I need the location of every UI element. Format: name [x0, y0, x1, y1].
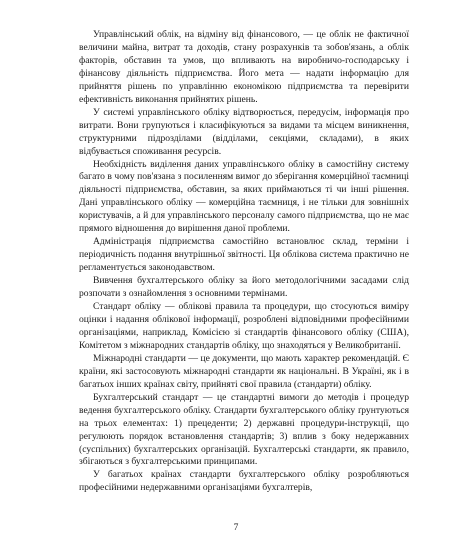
paragraph-accounting-standard: Стандарт обліку — облікові правила та процедури, що стосуються виміру оцінки і надання облікової інформації, розроблені відповідними професійними організаціями, наприклад, Комісією зі стандартів фінансового обліку (США), Комітетом з міжнародних стандартів обліку, що знаходяться у Великобританії. [79, 301, 409, 351]
paragraph-international-standards: Міжнародні стандарти — це документи, що мають характер рекомендацій. Є країни, які застосовують міжнародні стандарти як національні. В Україні, як і в багатьох інших країнах світу, прийняті свої правила (стандарти) обліку. [79, 352, 409, 390]
paragraph-bookkeeping-standard: Бухгалтерський стандарт — це стандартні вимоги до методів і процедур ведення бухгалтерського обліку. Стандарти бухгалтерського обліку ґрунтуються на трьох елементах: 1) прецеденти; 2) державні процедури-інструкції, що регулюють порядок встановлення стандартів; 3) вплив з боку недержавних (суспільних) бухгалтерських організацій. Бухгалтерські стандарти, як правило, збігаються з бухгалтерськими принципами. [79, 391, 409, 468]
paragraph-basic-terms: Вивчення бухгалтерського обліку за його методологічними засадами слід розпочати з ознайомлення з основними термінами. [79, 275, 409, 300]
paragraph-costs-info: У системі управлінського обліку відтворюється, передусім, інформація про витрати. Вони групуються і класифікуються за видами та місцем виникнення, структурними підрозділами (відділами, секціями, складами), в яких відбувається споживання ресурсів. [79, 106, 409, 157]
document-page [79, 29, 409, 495]
paragraph-management-accounting: Управлінський облік, на відміну від фінансового, — це облік не фактичної величини майна, витрат та доходів, стану розрахунків та зобов'язань, а облік факторів, обставин та умов, що впливають на виробничо-господарську і фінансову діяльність підприємства. Його мета — надати інформацію для прийняття рішень по управлінню економікою підприємства та перевірити ефективність виконання прийнятих рішень. [79, 29, 409, 105]
paragraph-commercial-secret: Необхідність виділення даних управлінського обліку в самостійну систему багато в чому пов'язана з посиленням вимог до зберігання комерційної таємниці діяльності підприємства, обставин, за яких приймаються ті чи інші рішення. Дані управлінського обліку — комерційна таємниця, і не тільки для зовнішніх користувачів, а й для управлінського персоналу самого підприємства, що не має прямого відношення до вирішення даної проблеми. [79, 158, 409, 235]
paragraph-internal-reporting: Адміністрація підприємства самостійно встановлює склад, терміни і періодичність подання внутрішньої звітності. Ця облікова система практично не регламентується законодавством. [79, 236, 409, 274]
paragraph-professional-organizations: У багатьох країнах стандарти бухгалтерського обліку розробляються професійними недержавними організаціями бухгалтерів, [79, 469, 409, 494]
page-number: 7 [233, 523, 239, 533]
